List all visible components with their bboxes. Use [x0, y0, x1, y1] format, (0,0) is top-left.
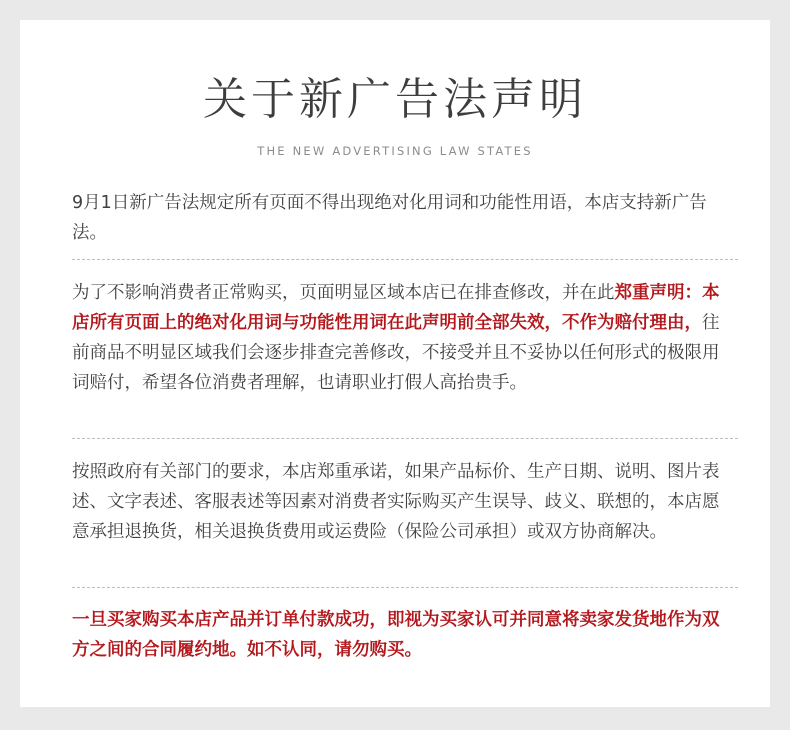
paragraph-purchase-terms: 一旦买家购买本店产品并订单付款成功，即视为买家认可并同意将卖家发货地作为双方之间的合同履约地。如不认同，请勿购买。: [72, 610, 720, 660]
divider: [72, 438, 738, 439]
notice-card: [20, 20, 770, 707]
divider: [72, 259, 738, 260]
page-subtitle: THE NEW ADVERTISING LAW STATES: [257, 144, 533, 158]
paragraph-commitment: 按照政府有关部门的要求，本店郑重承诺，如果产品标价、生产日期、说明、图片表述、文字表述、客服表述等因素对消费者实际购买产生误导、歧义、联想的，本店愿意承担退换货，相关退换货费用或运费险（保险公司承担）或双方协商解决。: [72, 462, 720, 542]
page-title: 关于新广告法声明: [203, 74, 587, 125]
paragraph-ad-law: 9月1日新广告法规定所有页面不得出现绝对化用词和功能性用语，本店支持新广告法。: [72, 193, 707, 243]
statement-text-before: 为了不影响消费者正常购买，页面明显区域本店已在排查修改，并在此: [72, 283, 615, 303]
statement-text-after: 往前商品不明显区域我们会逐步排查完善修改，不接受并且不妥协以任何形式的极限用词赔付，希望各位消费者理解，也请职业打假人高抬贵手。: [72, 313, 720, 393]
divider: [72, 587, 738, 588]
paragraph-statement: [72, 278, 732, 398]
statement-highlight: 郑重声明：本店所有页面上的绝对化用词与功能性用词在此声明前全部失效，不作为赔付理由，: [72, 283, 720, 333]
